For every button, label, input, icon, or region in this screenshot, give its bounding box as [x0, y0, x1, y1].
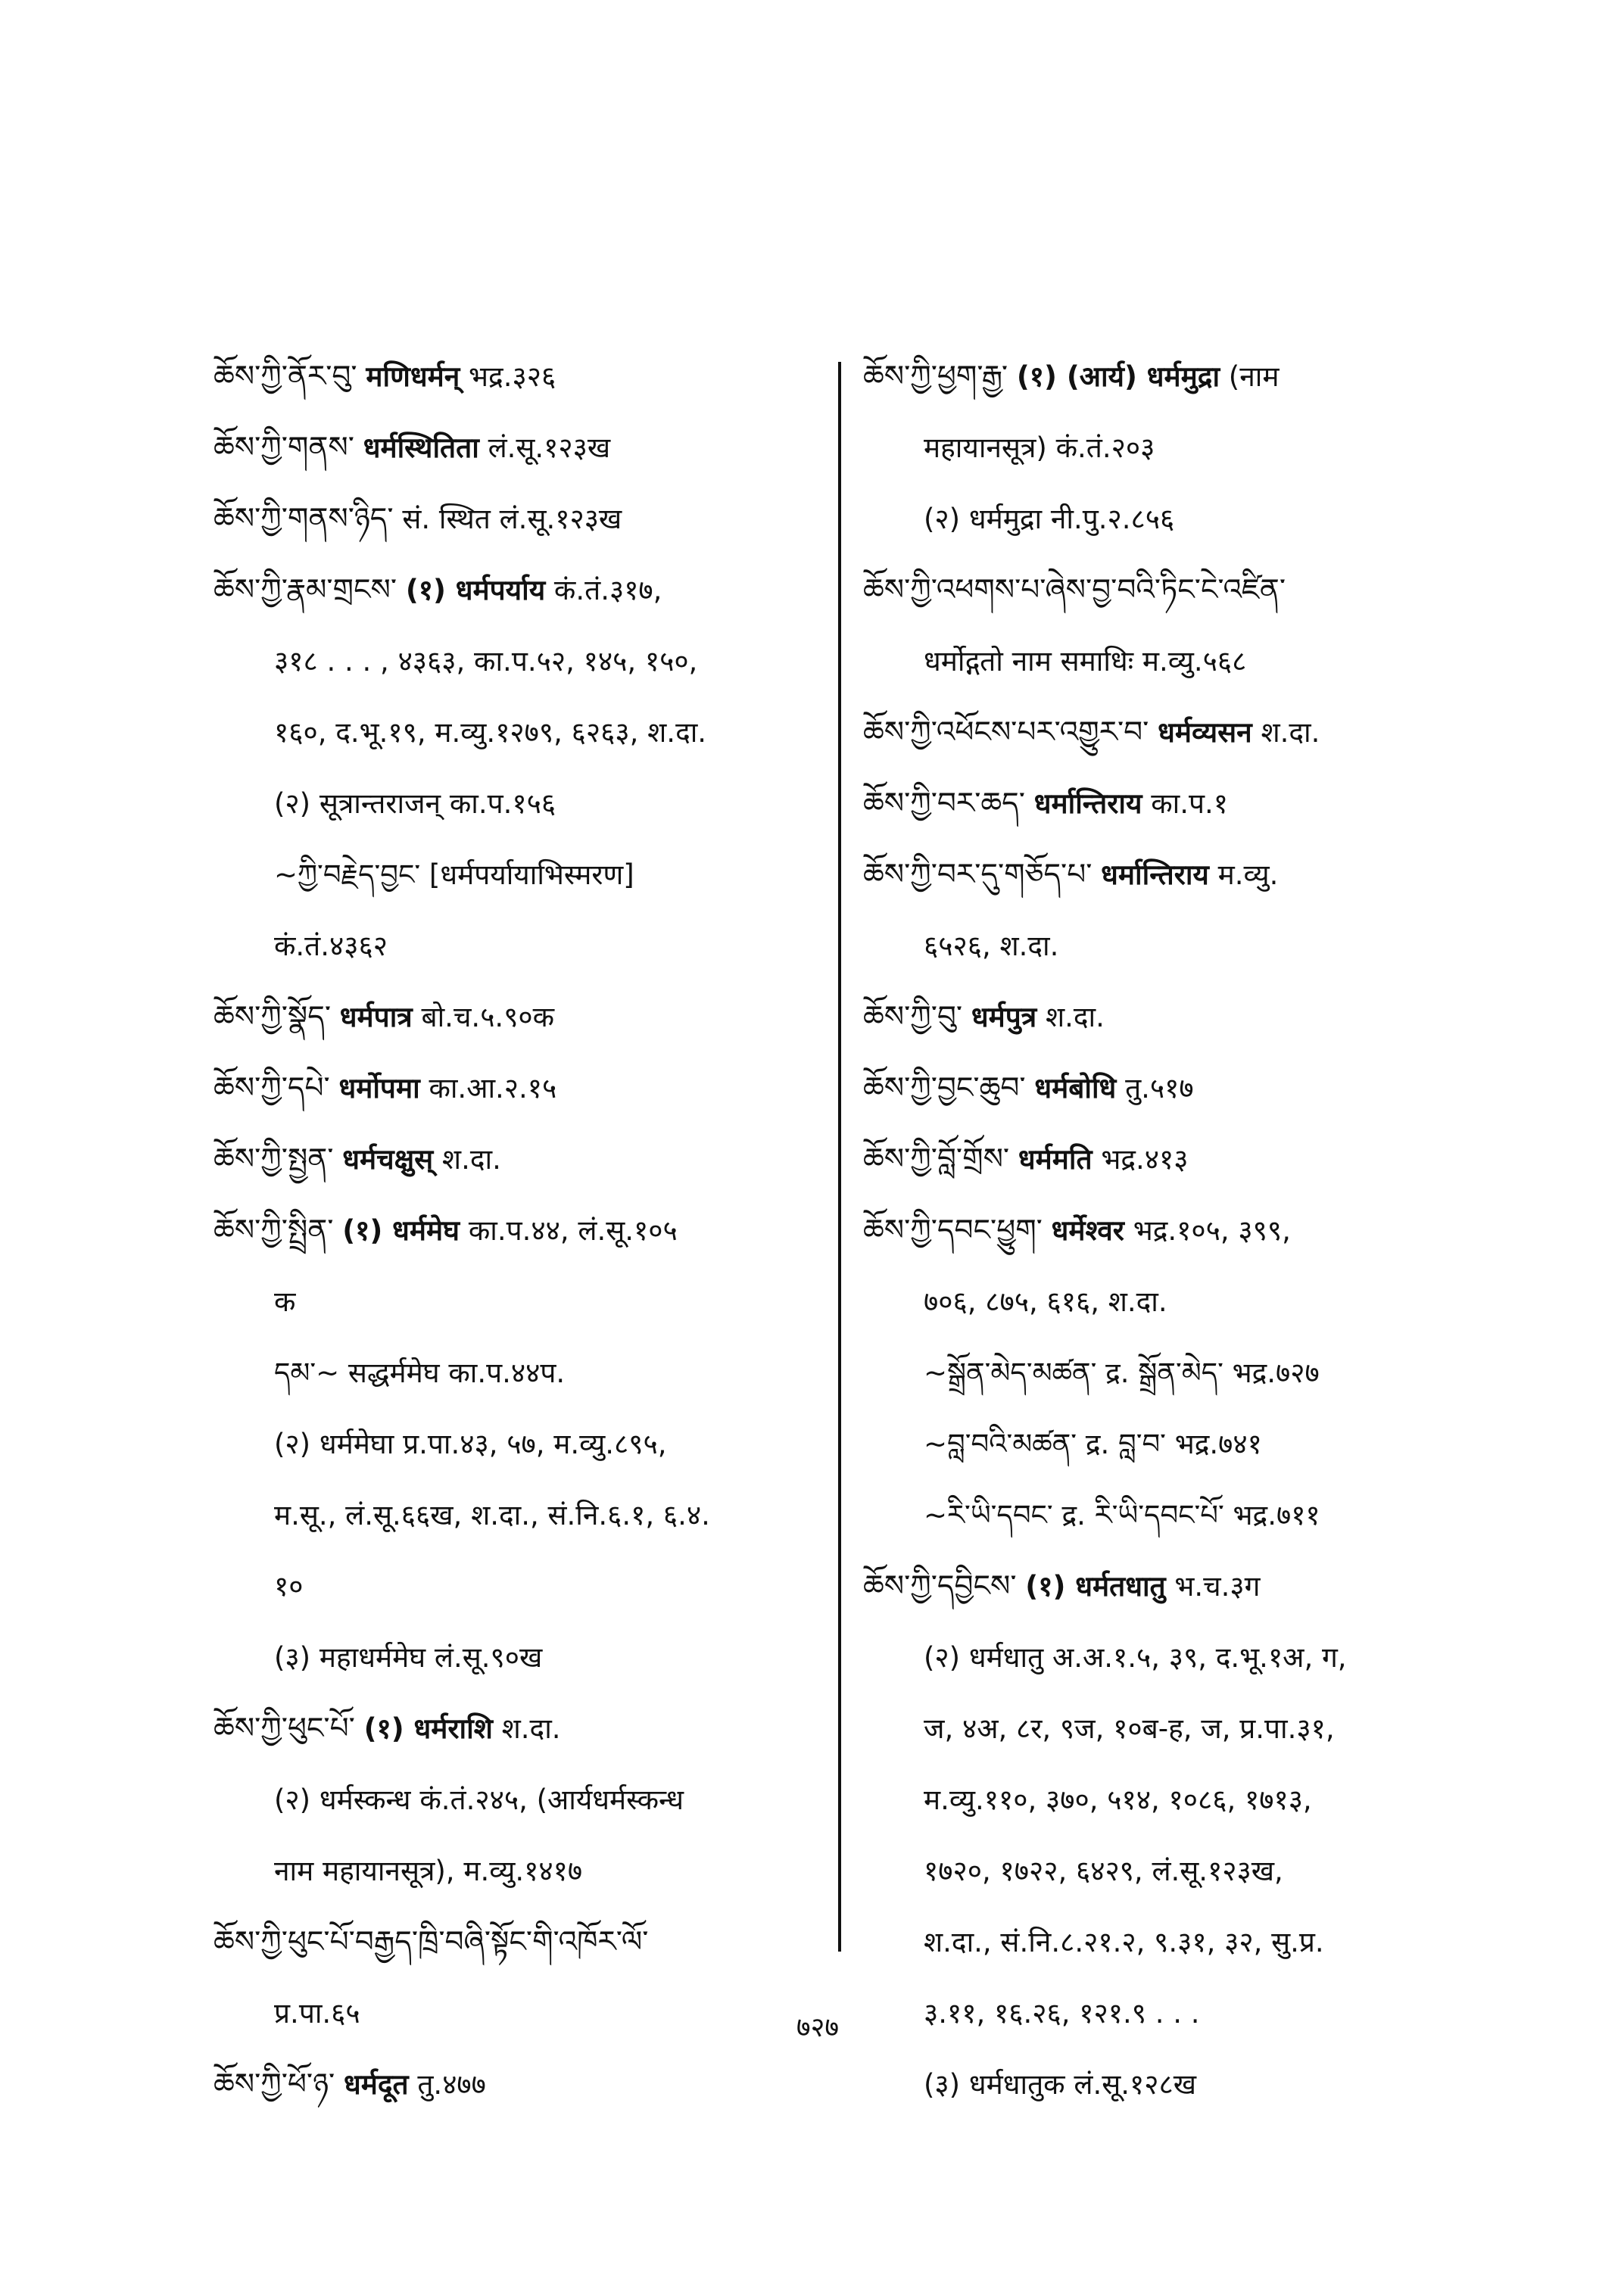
entry-continuation: श.दा., सं.नि.८.२१.२, ९.३१, ३२, सु.प्र. [924, 1926, 1324, 1958]
reference: भद्र.३२६ [469, 360, 556, 393]
column-divider [838, 362, 841, 1952]
entry-continuation: (२) धर्ममेघा प्र.पा.४३, ५७, म.व्यु.८९५, [274, 1428, 667, 1460]
entry-headline [214, 1213, 819, 1248]
sanskrit-headword: धर्मबोधि [1034, 1072, 1117, 1104]
dictionary-entry [863, 1569, 1469, 2102]
tibetan-term: ཆོས་ཀྱི་ཕུང་པོ་ [214, 1712, 355, 1746]
entry-continuation: (३) धर्मधातुक लं.सू.१२८ख [924, 2068, 1196, 2101]
entry-headline [863, 787, 1469, 821]
entry-continuation: ३१८ . . . , ४३६३, का.प.५२, १४५, १५०, [274, 645, 698, 678]
sanskrit-headword: धर्मव्यसन [1158, 716, 1252, 749]
entry-continuation: धर्मोद्गतो नाम समाधिः म.व्यु.५६८ [924, 645, 1247, 678]
entry-continuation: དམ་~ सद्धर्ममेघ का.प.४४प. [274, 1357, 566, 1389]
dictionary-entry [863, 360, 1469, 537]
tibetan-term: ཆོས་ཀྱི་ཕུང་པོ་བརྒྱད་ཁྲི་བཞི་སྟོང་གི་འཁོར་ལོ་ [214, 1925, 649, 1959]
entry-continuation: म.व्यु.११०, ३७०, ५१४, १०८६, १७१३, [924, 1784, 1312, 1816]
entry-continuation: कं.तं.४३६२ [274, 930, 388, 962]
entry-headline [214, 1925, 819, 1960]
tibetan-term: ཆོས་ཀྱི་དཔེ་ [214, 1071, 330, 1105]
reference: सं. स्थित लं.सू.१२३ख [402, 503, 622, 535]
dictionary-entry [863, 1000, 1469, 1035]
entry-headline [214, 1712, 819, 1746]
entry-headline [863, 858, 1469, 893]
reference: श.दा. [1045, 1001, 1105, 1033]
entry-continuation: नाम महायानसूत्र), म.व्यु.१४१७ [274, 1855, 583, 1887]
dictionary-entry [214, 1000, 819, 1035]
dictionary-entry [214, 1712, 819, 1889]
entry-continuation: म.सू., लं.सू.६६ख, श.दा., सं.नि.६.१, ६.४. [274, 1499, 710, 1531]
sanskrit-headword: मणिधर्मन् [366, 360, 460, 393]
dictionary-entry [214, 431, 819, 466]
sanskrit-headword: (१) धर्मपर्याय [405, 574, 546, 606]
dictionary-entry [863, 787, 1469, 821]
tibetan-term: ཆོས་ཀྱི་ནོར་བུ་ [214, 360, 357, 394]
sanskrit-headword: धर्मचक्षुस् [342, 1143, 434, 1176]
dictionary-entry [863, 858, 1469, 964]
entry-headline [214, 1071, 819, 1106]
sanskrit-headword: धर्मान्तिराय [1033, 787, 1142, 820]
entry-continuation: क [274, 1285, 296, 1318]
entry-continuation: १६०, द.भू.१९, म.व्यु.१२७९, ६२६३, श.दा. [274, 716, 707, 749]
reference: भ.च.३ग [1174, 1570, 1261, 1603]
entry-continuation: ~རི་ཡི་དབང་ द्र. རི་ཡི་དབང་པོ་ भद्र.७११ [924, 1499, 1320, 1531]
entry-continuation: महायानसूत्र) कं.तं.२०३ [924, 431, 1155, 464]
tibetan-term: ཆོས་ཀྱི་བར་དུ་གཅོད་པ་ [863, 858, 1093, 892]
reference: भद्र.४१३ [1101, 1143, 1189, 1176]
entry-headline [863, 360, 1469, 394]
entry-continuation: (२) धर्मधातु अ.अ.१.५, ३९, द.भू.१अ, ग, [924, 1641, 1347, 1674]
dictionary-entry [863, 573, 1469, 679]
dictionary-entry [214, 2067, 819, 2102]
entry-continuation: ~བླ་བའི་མཚན་ द्र. བླ་བ་ भद्र.७४१ [924, 1428, 1262, 1460]
entry-continuation: (२) सूत्रान्तराजन् का.प.१५६ [274, 787, 556, 820]
entry-continuation: (२) धर्मस्कन्ध कं.तं.२४५, (आर्यधर्मस्कन्ध [274, 1784, 684, 1816]
sanskrit-headword: (१) (आर्य) धर्ममुद्रा [1016, 360, 1220, 393]
dictionary-entry [863, 1213, 1469, 1533]
left-column [214, 360, 819, 2139]
tibetan-term: ཆོས་ཀྱི་ཕྱག་རྒྱ་ [863, 360, 1008, 394]
entry-headline [863, 1213, 1469, 1248]
entry-headline [214, 502, 819, 537]
entry-headline [214, 573, 819, 608]
reference: तु.५१७ [1125, 1072, 1194, 1104]
tibetan-term: ཆོས་ཀྱི་དབང་ཕྱུག་ [863, 1213, 1043, 1248]
entry-headline [214, 1000, 819, 1035]
tibetan-term: ཆོས་ཀྱི་བྱང་ཆུབ་ [863, 1071, 1026, 1105]
reference: भद्र.१०५, ३९९, [1133, 1214, 1291, 1247]
sanskrit-headword: धर्मोपमा [338, 1072, 420, 1104]
dictionary-entry [214, 1925, 819, 2031]
right-column [863, 360, 1469, 2139]
dictionary-entry [863, 1142, 1469, 1177]
entry-continuation: (३) महाधर्ममेघ लं.सू.९०ख [274, 1641, 543, 1674]
sanskrit-headword: (१) धर्मराशि [363, 1712, 493, 1745]
tibetan-term: ཆོས་ཀྱི་གནས་ [214, 431, 354, 465]
reference: का.प.१ [1151, 787, 1228, 820]
entry-headline [863, 715, 1469, 750]
sanskrit-headword: धर्मपुत्र [971, 1001, 1037, 1033]
tibetan-term: ཆོས་ཀྱི་རྣམ་གྲངས་ [214, 573, 397, 607]
entry-continuation: ३.११, १६.२६, १२१.९ . . . [924, 1997, 1200, 2030]
tibetan-term: ཆོས་ཀྱི་སྤྲིན་ [214, 1213, 334, 1248]
reference: का.आ.२.१५ [429, 1072, 557, 1104]
sanskrit-headword: धर्मान्तिराय [1101, 858, 1209, 891]
entry-headline [214, 431, 819, 466]
sanskrit-headword: धर्मपात्र [339, 1001, 413, 1033]
entry-continuation: (२) धर्ममुद्रा नी.पु.२.८५६ [924, 503, 1175, 535]
reference: म.व्यु. [1217, 858, 1279, 891]
sanskrit-headword: (१) धर्ममेघ [342, 1214, 460, 1247]
dictionary-entry [863, 715, 1469, 750]
tibetan-term: ཆོས་ཀྱི་སྤྱན་ [214, 1142, 334, 1176]
tibetan-term: ཆོས་ཀྱི་དབྱིངས་ [863, 1569, 1017, 1603]
tibetan-term: ཆོས་ཀྱི་བློ་གྲོས་ [863, 1142, 1010, 1176]
entry-continuation: प्र.पा.६५ [274, 1997, 360, 2030]
reference: का.प.४४, लं.सू.१०५ [468, 1214, 678, 1247]
dictionary-entry [863, 1071, 1469, 1106]
tibetan-term: ཆོས་ཀྱི་ཕོ་ཉ་ [214, 2067, 335, 2101]
sanskrit-headword: (१) धर्मतधातु [1025, 1570, 1166, 1603]
sanskrit-headword: धर्ममति [1018, 1143, 1093, 1176]
entry-continuation: ~ཀྱི་བརྗེད་བྱང་ [धर्मपर्यायाभिस्मरण] [274, 858, 634, 891]
dictionary-entry [214, 502, 819, 537]
reference: (नाम [1228, 360, 1280, 393]
entry-continuation: ज, ४अ, ८र, ९ज, १०ब-ह, ज, प्र.पा.३१, [924, 1712, 1335, 1745]
sanskrit-headword: धर्मदूत [343, 2068, 409, 2101]
entry-headline [214, 2067, 819, 2102]
entry-continuation: १० [274, 1570, 304, 1603]
reference: श.दा. [1261, 716, 1320, 749]
page-number: ७२७ [796, 2012, 840, 2043]
sanskrit-headword: धर्मेश्वर [1051, 1214, 1124, 1247]
reference: कं.तं.३१७, [553, 574, 662, 606]
tibetan-term: ཆོས་ཀྱི་སྣོད་ [214, 1000, 332, 1034]
entry-headline [863, 573, 1469, 608]
tibetan-term: ཆོས་ཀྱི་འཕགས་པ་ཞེས་བྱ་བའི་ཏིང་ངེ་འཛིན་ [863, 573, 1286, 607]
reference: बो.च.५.९०क [421, 1001, 555, 1033]
dictionary-entry [214, 573, 819, 964]
tibetan-term: ཆོས་ཀྱི་བུ་ [863, 1000, 963, 1034]
reference: लं.सू.१२३ख [488, 431, 611, 464]
reference: श.दा. [441, 1143, 501, 1176]
entry-headline [863, 1071, 1469, 1106]
sanskrit-headword: धर्मस्थितिता [363, 431, 479, 464]
tibetan-term: ཆོས་ཀྱི་བར་ཆད་ [863, 787, 1025, 821]
reference: तु.४७७ [417, 2068, 486, 2101]
entry-headline [863, 1000, 1469, 1035]
dictionary-entry [214, 1213, 819, 1675]
entry-continuation: १७२०, १७२२, ६४२९, लं.सू.१२३ख, [924, 1855, 1283, 1887]
entry-headline [214, 360, 819, 394]
entry-headline [214, 1142, 819, 1177]
reference: श.दा. [501, 1712, 561, 1745]
dictionary-entry [214, 360, 819, 394]
tibetan-term: ཆོས་ཀྱི་གནས་ཉིད་ [214, 502, 394, 536]
entry-continuation: ~སྒྲོན་མེད་མཚན་ द्र. སྒྲོན་མེད་ भद्र.७२७ [924, 1357, 1320, 1389]
tibetan-term: ཆོས་ཀྱི་འཕོངས་པར་འགྱུར་བ་ [863, 715, 1149, 749]
dictionary-entry [214, 1071, 819, 1106]
dictionary-entry [214, 1142, 819, 1177]
entry-headline [863, 1142, 1469, 1177]
entry-continuation: ७०६, ८७५, ६१६, श.दा. [924, 1285, 1167, 1318]
entry-headline [863, 1569, 1469, 1604]
entry-continuation: ६५२६, श.दा. [924, 930, 1059, 962]
